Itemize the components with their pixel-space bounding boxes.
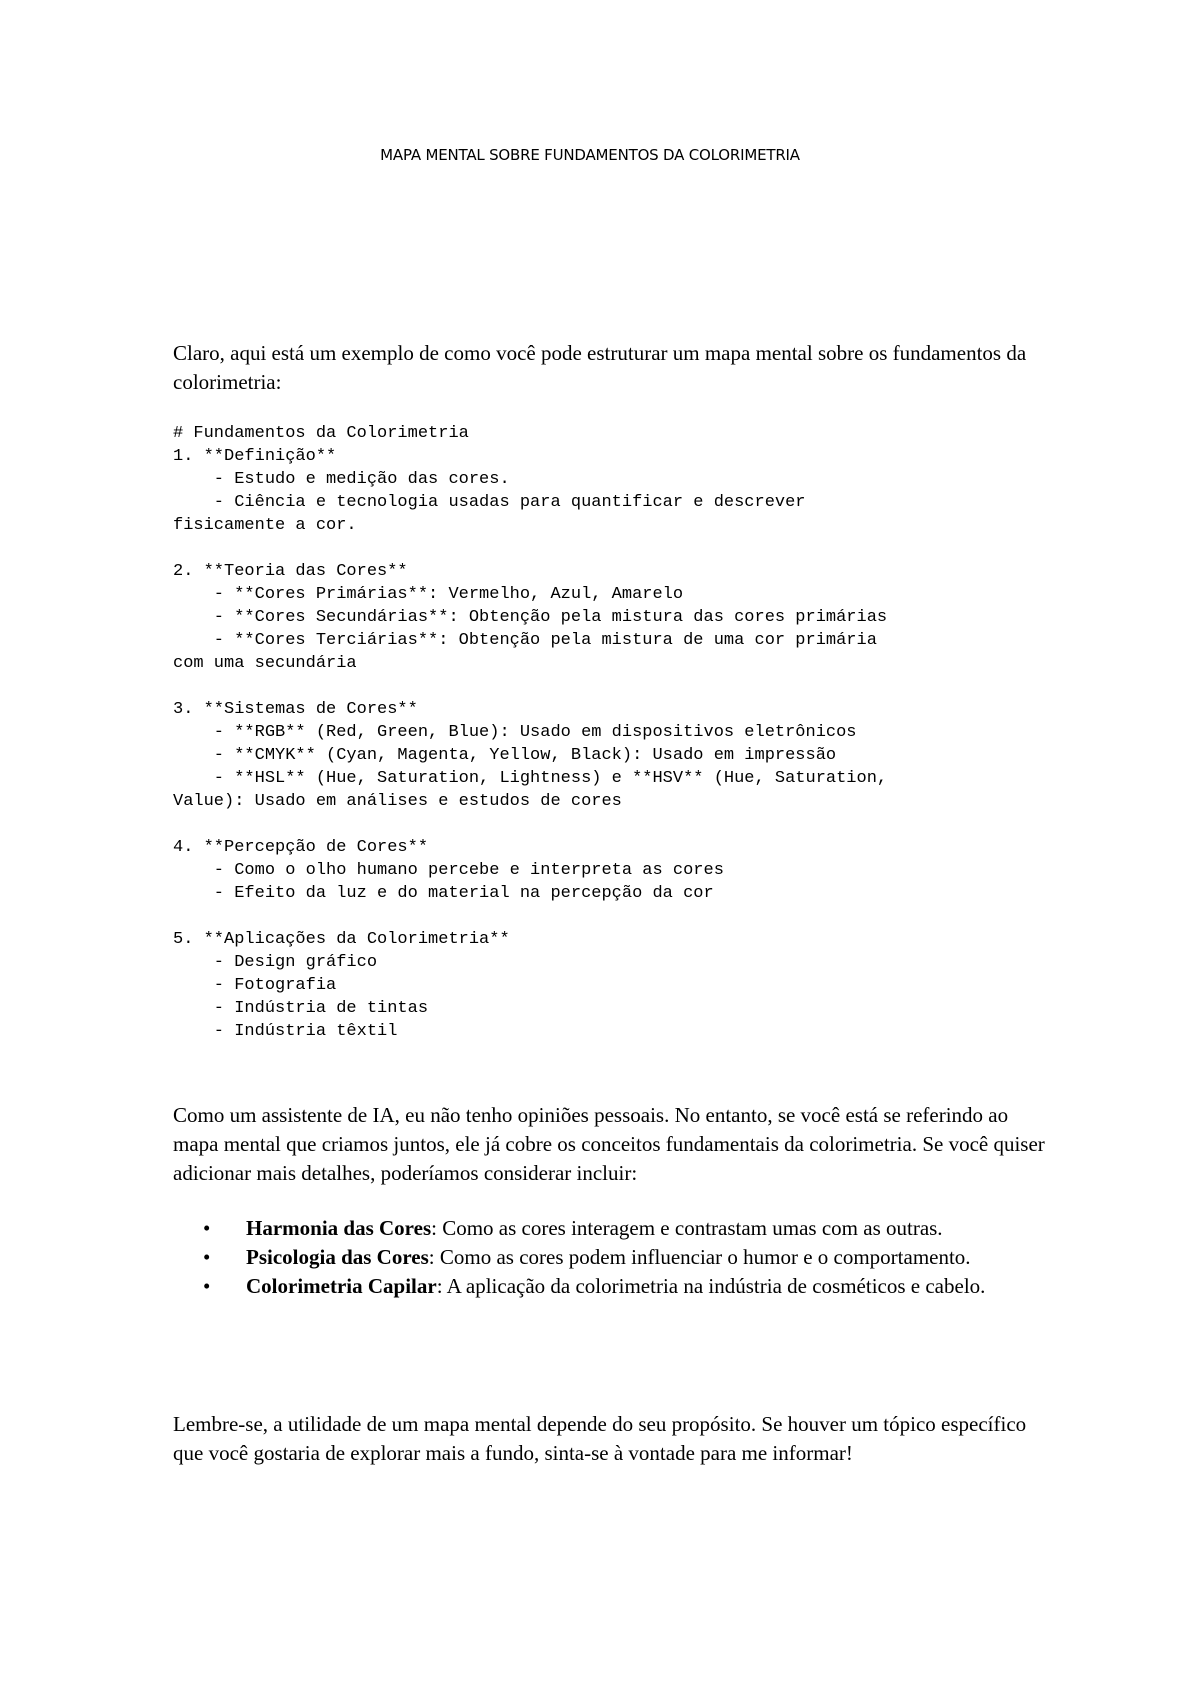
intro-paragraph: Claro, aqui está um exemplo de como você pode estruturar um mapa mental sobre os fundamentos da colorimetria: (173, 341, 1027, 394)
list-item (173, 1243, 1053, 1272)
list-item-term: Colorimetria Capilar (246, 1274, 437, 1298)
list-item (173, 1214, 1053, 1243)
assistant-paragraph: Como um assistente de IA, eu não tenho opiniões pessoais. No entanto, se você está se referindo ao mapa mental que criamos juntos, ele já cobre os conceitos fundamentais da colorimetria. Se você quiser adicionar mais detalhes, poderíamos considerar incluir: (173, 1103, 1045, 1185)
suggestion-list (173, 1214, 1053, 1301)
list-item-term: Harmonia das Cores (246, 1216, 432, 1240)
list-item-term: Psicologia das Cores (246, 1245, 429, 1269)
list-item-text: : Como as cores interagem e contrastam umas com as outras. (431, 1216, 943, 1240)
list-item-text: : A aplicação da colorimetria na indústria de cosméticos e cabelo. (436, 1274, 986, 1298)
mind-map-code-block: # Fundamentos da Colorimetria 1. **Definição** - Estudo e medição das cores. - Ciência e tecnologia usadas para quantificar e descrever fisicamente a cor. 2. **Teoria das Cores** - **Cores Primárias**: Vermelho, Azul, Amarelo - **Cores Secundárias**: Obtenção pela mistura das cores primárias - **Cores Terciárias**: Obtenção pela mistura de uma cor primária com uma secundária 3. **Sistemas de Cores** - **RGB** (Red, Green, Blue): Usado em dispositivos eletrônicos - **CMYK** (Cyan, Magenta, Yellow, Black): Usado em impressão - **HSL** (Hue, Saturation, Lightness) e **HSV** (Hue, Saturation, Value): Usado em análises e estudos de cores 4. **Percepção de Cores** - Como o olho humano percebe e interpreta as cores - Efeito da luz e do material na percepção da cor 5. **Aplicações da Colorimetria** - Design gráfico - Fotografia - Indústria de tintas - Indústria têxtil (173, 424, 888, 1041)
closing-paragraph: Lembre-se, a utilidade de um mapa mental depende do seu propósito. Se houver um tópico específico que você gostaria de explorar mais a fundo, sinta-se à vontade para me informar! (173, 1412, 1027, 1465)
bullet-icon: • (203, 1245, 211, 1269)
list-item (173, 1272, 1053, 1301)
list-item-text: : Como as cores podem influenciar o humor e o comportamento. (428, 1245, 971, 1269)
bullet-icon: • (203, 1274, 211, 1298)
document-title: MAPA MENTAL SOBRE FUNDAMENTOS DA COLORIMETRIA (380, 146, 800, 164)
bullet-icon: • (203, 1216, 211, 1240)
